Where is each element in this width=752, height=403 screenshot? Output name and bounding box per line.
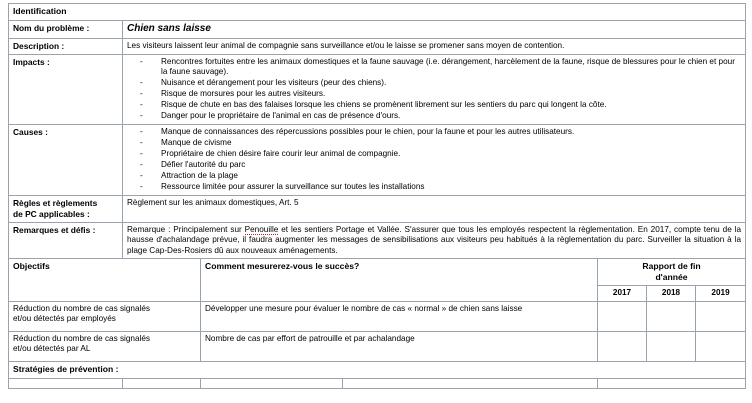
impacts-value (123, 54, 746, 125)
comment-mesurerez-column-header: Comment mesurerez-vous le succès? (201, 259, 598, 302)
objectif-description (9, 301, 201, 331)
regles-label (9, 196, 123, 223)
rapport-header-line1: Rapport de fin (642, 261, 701, 272)
impacts-list (127, 57, 741, 122)
objectifs-column-header: Objectifs (9, 259, 201, 302)
nom-du-probleme-label: Nom du problème : (9, 21, 123, 39)
impacts-list-item: - Risque de morsures pour les autres visiteurs. (127, 89, 741, 100)
causes-value (123, 125, 746, 196)
causes-list-item: - Défier l'autorité du parc (127, 160, 741, 171)
strategies-header-row-partial (9, 378, 746, 388)
causes-row (9, 125, 746, 196)
regles-label-line2: de PC applicables : (13, 208, 90, 219)
objectif-line2: et/ou détectés par AL (13, 344, 91, 354)
regles-row (9, 196, 746, 223)
remarques-label: Remarques et défis : (9, 222, 123, 259)
objectif-year-2017-cell[interactable] (598, 331, 647, 361)
objectif-row (9, 331, 746, 361)
remarques-value (123, 222, 746, 259)
causes-list (127, 127, 741, 193)
description-row (9, 38, 746, 54)
rapport-header-line2: d'année (655, 272, 688, 283)
objectif-year-2018-cell[interactable] (647, 331, 696, 361)
causes-list-item: - Manque de connaissances des répercussions possibles pour le chien, pour la faune et pour les autres utilisateurs. (127, 127, 741, 138)
objectif-mesure: Nombre de cas par effort de patrouille et par achalandage (201, 331, 598, 361)
year-header-2019: 2019 (696, 286, 746, 302)
impacts-list-item: - Danger pour le propriétaire de l'animal en cas de présence d'ours. (127, 111, 741, 122)
year-header-2018: 2018 (647, 286, 696, 302)
description-value: Les visiteurs laissent leur animal de compagnie sans surveillance et/ou le laisse se promener sans moyen de contention. (123, 38, 746, 54)
nom-du-probleme-row (9, 21, 746, 39)
objectif-year-2019-cell[interactable] (696, 301, 746, 331)
objectif-line1: Réduction du nombre de cas signalés (13, 333, 150, 343)
causes-list-item: - Attraction de la plage (127, 171, 741, 182)
nom-du-probleme-value: Chien sans laisse (123, 21, 746, 39)
objectif-description (9, 331, 201, 361)
causes-list-item: - Propriétaire de chien désire faire courir leur animal de compagnie. (127, 149, 741, 160)
regles-value: Règlement sur les animaux domestiques, Art. 5 (123, 196, 746, 223)
causes-list-item: - Manque de civisme (127, 138, 741, 149)
impacts-label: Impacts : (9, 54, 123, 125)
impacts-list-item: - Rencontres fortuites entre les animaux domestiques et la faune sauvage (i.e. dérangement, harcèlement de la faune, risque de blessures pour le chien et pour la faune sauvage). (127, 57, 741, 78)
objectif-line2: et/ou détectés par employés (13, 314, 116, 324)
spellcheck-underline: Penouille (244, 224, 279, 234)
rapport-fin-annee-header (598, 259, 746, 286)
objectif-row (9, 301, 746, 331)
strategies-col5-stub (598, 378, 746, 388)
remarques-paragraph: Remarque : Principalement sur Penouille et les sentiers Portage et Vallée. S'assurer que tous les employés respectent la règlementation. En 2017, compte tenu de la hausse d'achalandage prévue, il faudra augmenter les messages de sensibilisations aux visiteurs peu habitués à la règlementation du parc. Surveiller la situation à la plage Cap-Des-Rosiers dû aux nouveaux aménagements. (127, 224, 742, 255)
strategies-banner-row (9, 361, 746, 378)
identification-form-table (8, 3, 746, 389)
impacts-row (9, 54, 746, 125)
causes-list-item: - Ressource limitée pour assurer la surveillance sur toutes les installations (127, 182, 741, 193)
strategies-banner-label: Stratégies de prévention : (9, 361, 746, 378)
objectif-mesure: Développer une mesure pour évaluer le nombre de cas « normal » de chien sans laisse (201, 301, 598, 331)
identification-banner-label: Identification (9, 4, 746, 21)
strategies-col1-stub (9, 378, 123, 388)
year-header-2017: 2017 (598, 286, 647, 302)
objectif-year-2019-cell[interactable] (696, 331, 746, 361)
objectif-year-2017-cell[interactable] (598, 301, 647, 331)
objectifs-header-row (9, 259, 746, 286)
strategies-col3-stub (201, 378, 343, 388)
objectif-year-2018-cell[interactable] (647, 301, 696, 331)
impacts-list-item: - Risque de chute en bas des falaises lorsque les chiens se promènent librement sur les sentiers du parc qui longent la côte. (127, 100, 741, 111)
description-label: Description : (9, 38, 123, 54)
remarques-row (9, 222, 746, 259)
objectif-line1: Réduction du nombre de cas signalés (13, 303, 150, 313)
strategies-col2-stub (123, 378, 201, 388)
impacts-list-item: - Nuisance et dérangement pour les visiteurs (peur des chiens). (127, 78, 741, 89)
causes-label: Causes : (9, 125, 123, 196)
strategies-col4-stub (343, 378, 598, 388)
identification-banner-row (9, 4, 746, 21)
regles-label-line1: Règles et règlements (13, 198, 98, 209)
